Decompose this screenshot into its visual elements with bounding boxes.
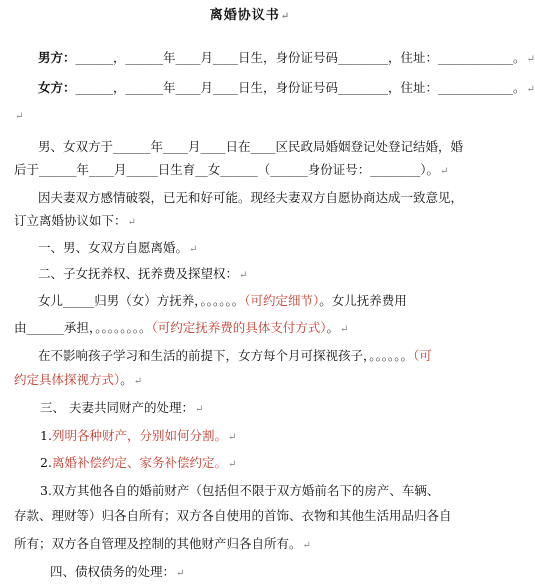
line-text: ______，______年____月____日生，身份证号码________，住址：____________。 [75, 50, 526, 65]
document-line [0, 291, 500, 311]
paragraph-mark-icon: ↵ [302, 540, 311, 551]
document-line [0, 105, 500, 125]
annotation-text: 列明各种财产，分别如何分割。 [51, 428, 227, 443]
line-text: 女方： [38, 80, 76, 95]
document-line [0, 370, 500, 390]
paragraph-mark-icon: ↵ [440, 166, 449, 177]
line-text: 因夫妻双方感情破裂，已无和好可能。现经夫妻双方自愿协商达成一致意见， [38, 190, 464, 205]
document-line [0, 188, 500, 208]
paragraph-mark-icon: ↵ [194, 404, 204, 415]
line-text: 2. [40, 455, 52, 470]
line-text: 3.双方其他各自的婚前财产（包括但不限于双方婚前名下的房产、车辆、 [40, 483, 440, 498]
document-title-text: 离婚协议书 [209, 8, 280, 23]
annotation-text: 离婚补偿约定、家务补偿约定。 [51, 455, 227, 470]
document-line [0, 264, 500, 284]
paragraph-mark-icon: ↵ [189, 244, 198, 255]
paragraph-mark-icon: ↵ [280, 11, 291, 22]
line-text: 所有；双方各自管理及控制的其他财产归各自所有。 [14, 536, 302, 551]
line-text: ______，______年____月____日生，身份证号码________，住址：____________。 [75, 80, 526, 95]
line-text: 1. [40, 428, 52, 443]
line-text: 四、债权债务的处理： [50, 564, 176, 579]
paragraph-mark-icon: ↵ [526, 54, 535, 65]
document-line [0, 318, 500, 338]
document-line [0, 137, 500, 157]
document-line [0, 211, 500, 231]
paragraph-mark-icon: ↵ [227, 432, 237, 443]
document-title [0, 6, 500, 26]
annotation-text: （可 [413, 348, 432, 363]
annotation-text: 约定具体探视方式） [14, 372, 121, 387]
paragraph-mark-icon: ↵ [15, 111, 24, 122]
line-text: 订立离婚协议如下： [14, 213, 127, 228]
document-line [0, 238, 500, 258]
line-text: 三、 夫妻共同财产的处理： [40, 400, 194, 415]
line-text: 二、子女抚养权、抚养费及探望权： [38, 266, 239, 281]
line-text: 男方： [38, 50, 76, 65]
document-line [0, 48, 535, 68]
line-text: 。 [326, 320, 340, 335]
line-text: 。 [120, 372, 133, 387]
paragraph-mark-icon: ↵ [133, 376, 143, 387]
line-text: 男、女双方于______年____月____日在____区民政局婚姻登记处登记结婚，婚 [38, 139, 464, 154]
annotation-text: （可约定抚养费的具体支付方式） [151, 320, 327, 335]
line-text: 存款、理财等）归各自所有；双方各自使用的首饰、衣物和其他生活用品归各自 [14, 508, 452, 523]
document-line [0, 562, 500, 582]
document-line [0, 453, 500, 473]
paragraph-mark-icon: ↵ [239, 270, 248, 281]
line-text: 。女儿抚养费用 [319, 293, 407, 308]
document-line [0, 78, 535, 98]
document-line [0, 398, 500, 418]
line-text: 女儿_____归男（女）方抚养，。。。。。。 [38, 293, 245, 308]
paragraph-mark-icon: ↵ [227, 459, 237, 470]
document-line [0, 481, 500, 501]
annotation-text: （可约定细节） [244, 293, 320, 308]
line-text: 后于______年____月_____日生育__女______（______身份证号：________）。 [14, 162, 440, 177]
line-text: 由______承担，。。。。。。。。 [14, 320, 152, 335]
line-text: 在不影响孩子学习和生活的前提下，女方每个月可探视孩子，。。。。。。 [38, 348, 414, 363]
document-line [0, 346, 500, 366]
document-line [0, 160, 500, 180]
paragraph-mark-icon: ↵ [526, 84, 535, 95]
document-line [0, 506, 500, 526]
paragraph-mark-icon: ↵ [340, 324, 349, 335]
line-text: 一、男、女双方自愿离婚。 [38, 240, 189, 255]
document-line [0, 426, 500, 446]
document-line [0, 534, 500, 554]
paragraph-mark-icon: ↵ [176, 568, 185, 579]
paragraph-mark-icon: ↵ [127, 217, 136, 228]
